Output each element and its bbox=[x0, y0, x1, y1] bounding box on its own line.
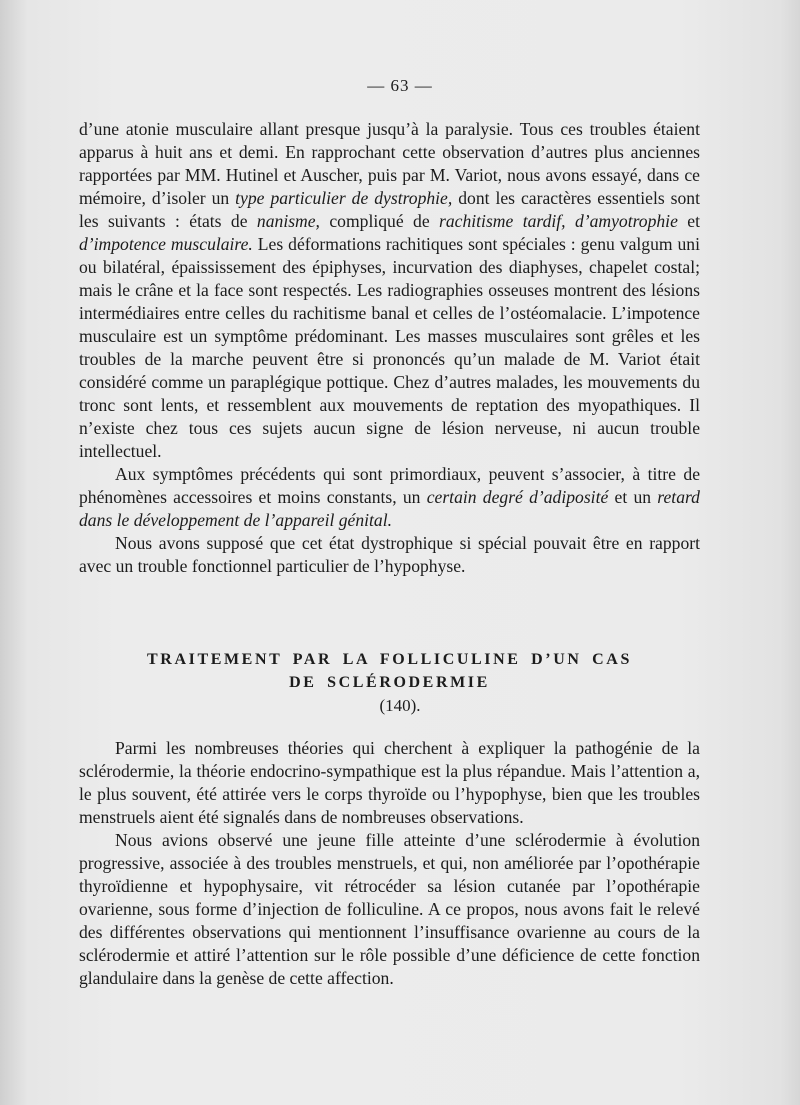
italic-run: rachitisme tardif, d’amyotrophie bbox=[439, 211, 678, 231]
paragraph-dystrophy-description bbox=[79, 118, 700, 463]
italic-run: nanisme, bbox=[256, 211, 320, 231]
text-run: et un bbox=[608, 487, 658, 507]
italic-run: certain degré d’adiposité bbox=[426, 487, 609, 507]
text-run: d’une atonie musculaire allant presque jusqu’à la paralysie. Tous ces troubles étaient apparus à huit ans et demi. En rapprochant cette observation d’autres plus anciennes rapportées par MM. Hutinel et Auscher, puis par M. Variot, nous avons essayé, dans ce mémoire, d’isoler un bbox=[79, 119, 700, 208]
section-title bbox=[79, 648, 700, 694]
text-run: et bbox=[677, 211, 700, 231]
italic-run: retard dans le développement de l’appareil génital. bbox=[79, 487, 700, 530]
text-block-top bbox=[79, 118, 700, 578]
paragraph-hypophysis-hypothesis: Nous avons supposé que cet état dystrophique si spécial pouvait être en rapport avec un trouble fonctionnel particulier de l’hypophyse. bbox=[79, 533, 700, 576]
italic-run: d’impotence musculaire. bbox=[79, 234, 253, 254]
section-number: (140). bbox=[379, 696, 421, 715]
italic-run: type particulier de dystrophie, bbox=[235, 188, 453, 208]
page-number: — 63 — bbox=[367, 76, 433, 95]
text-run: compliqué de bbox=[319, 211, 440, 231]
text-run: dont les caractères essentiels sont les suivants : états de bbox=[79, 188, 700, 231]
section-title-line-1: TRAITEMENT PAR LA FOLLICULINE D’UN CAS bbox=[147, 651, 632, 668]
paragraph-accessory-symptoms bbox=[79, 463, 700, 532]
paragraph-case-observation: Nous avions observé une jeune fille atteinte d’une sclérodermie à évolution progressive, associée à des troubles menstruels, et qui, non améliorée par l’opothérapie thyroïdienne et hypophysaire, vit rétrocéder sa lésion cutanée par l’opothérapie ovarienne, sous forme d’injection de folliculine. A ce propos, nous avons fait le relevé des différentes observations qui mentionnent l’insuffisance ovarienne au cours de la sclérodermie et attiré l’attention sur le rôle possible d’une déficience de cette fonction glandulaire dans la genèse de cette affection. bbox=[79, 830, 700, 988]
text-block-bottom bbox=[79, 737, 700, 990]
text-run: Les déformations rachitiques sont spéciales : genu valgum uni ou bilatéral, épaississement des épiphyses, incurvation des diaphyses, chapelet costal; mais le crâne et la face sont respectés. Les radiographies osseuses montrent des lésions intermédiaires entre celles du rachitisme banal et celles de l’ostéomalacie. L’impotence musculaire est un symptôme prédominant. Les masses musculaires sont grêles et les troubles de la marche peuvent être si prononcés qu’un malade de M. Variot était considéré comme un paraplégique pottique. Chez d’autres malades, les mouvements du tronc sont lents, et ressemblent aux mouvements de reptation des myopathiques. Il n’existe chez tous ces sujets aucun signe de lésion nerveuse, ni aucun trouble intellectuel. bbox=[79, 234, 700, 461]
text-run: Aux symptômes précédents qui sont primordiaux, peuvent s’associer, à titre de phénomènes accessoires et moins constants, un bbox=[79, 464, 700, 507]
paragraph-pathogenesis: Parmi les nombreuses théories qui cherchent à expliquer la pathogénie de la sclérodermie, la théorie endocrino-sympathique est la plus répandue. Mais l’attention a, le plus souvent, été attirée vers le corps thyroïde ou l’hypophyse, bien que les troubles menstruels aient été signalés dans de nombreuses observations. bbox=[79, 738, 700, 827]
section-title-line-2: DE SCLÉRODERMIE bbox=[289, 674, 490, 691]
